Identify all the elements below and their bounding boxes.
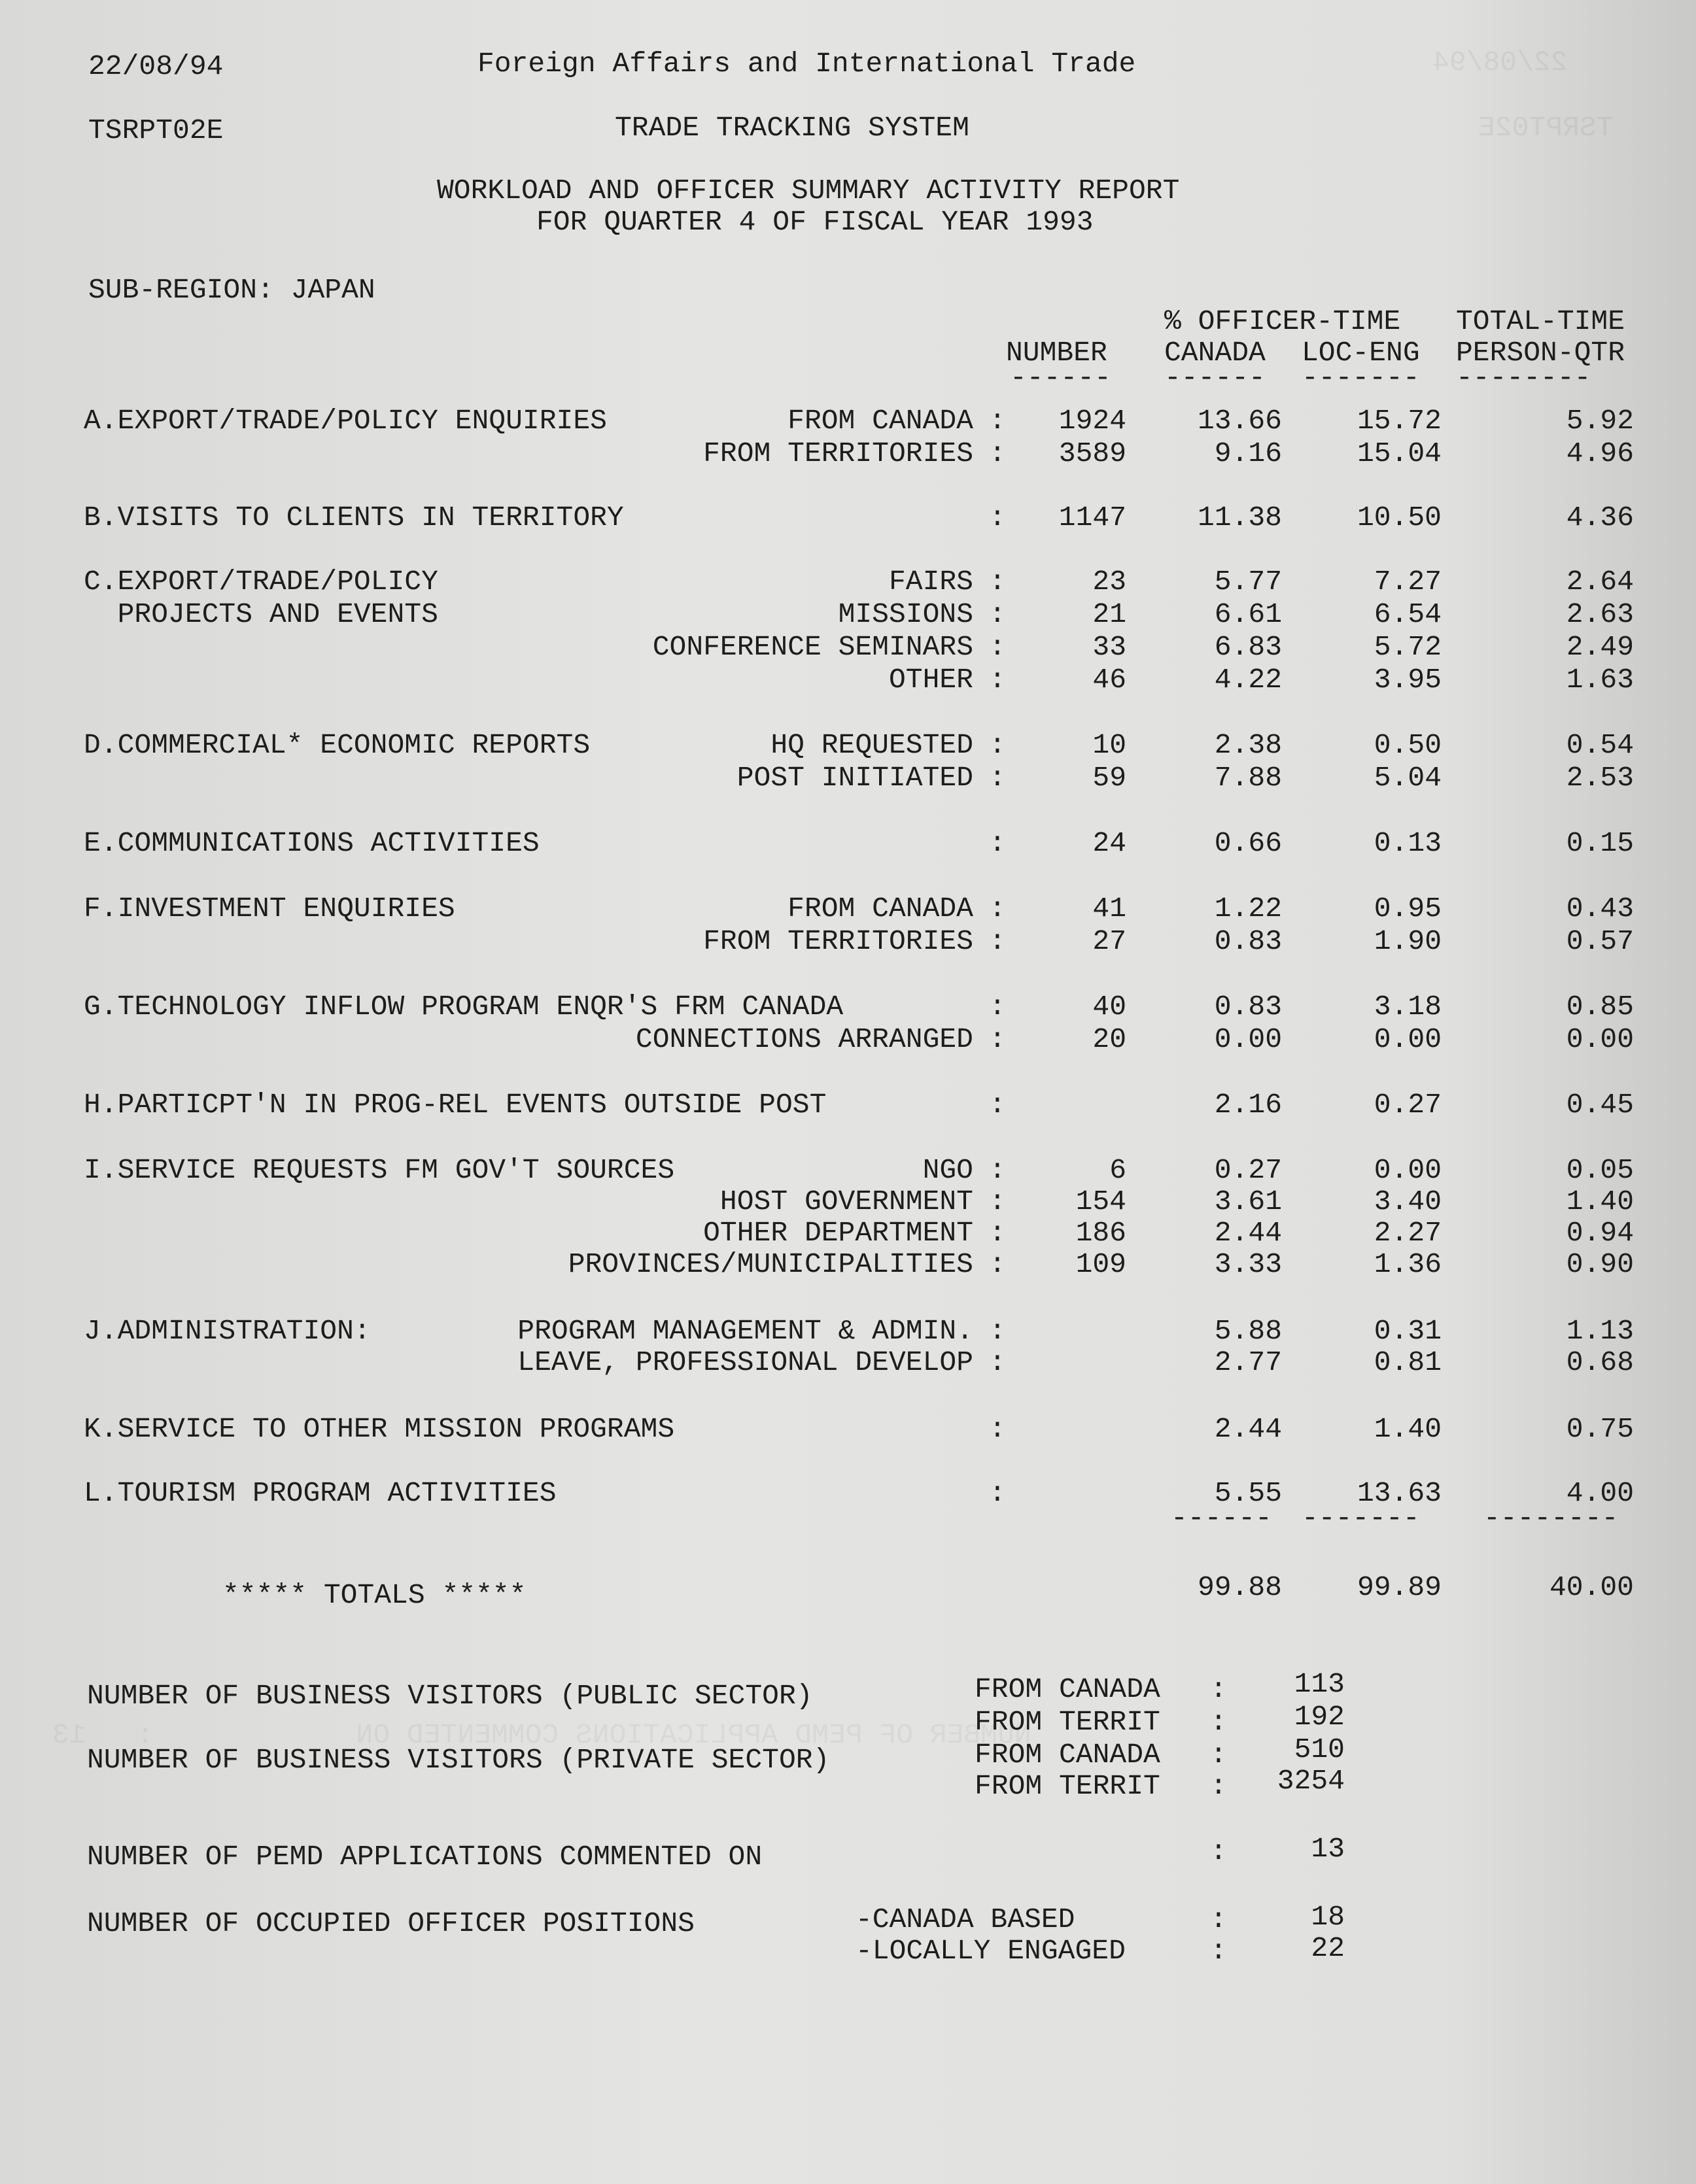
visitors-count: 3254 bbox=[1277, 1765, 1345, 1797]
row-number-value: 23 bbox=[1092, 566, 1126, 598]
pemd-count: 13 bbox=[1311, 1833, 1345, 1865]
row-colon: : bbox=[989, 762, 1006, 794]
row-personqtr-value: 4.96 bbox=[1566, 437, 1634, 469]
row-personqtr-value: 0.43 bbox=[1566, 893, 1634, 925]
row-personqtr-value: 0.94 bbox=[1566, 1217, 1634, 1249]
row-canada-value: 5.55 bbox=[1214, 1477, 1282, 1509]
officer-count: 22 bbox=[1311, 1932, 1345, 1964]
row-category-label: K.SERVICE TO OTHER MISSION PROGRAMS bbox=[84, 1413, 675, 1445]
row-number-value: 154 bbox=[1075, 1186, 1126, 1218]
row-personqtr-value: 0.68 bbox=[1566, 1346, 1634, 1378]
row-colon: : bbox=[989, 729, 1006, 761]
row-number-value: 40 bbox=[1092, 991, 1126, 1023]
row-number-value: 186 bbox=[1075, 1217, 1126, 1249]
visitors-colon: : bbox=[1210, 1673, 1227, 1705]
row-number-value: 27 bbox=[1092, 925, 1126, 957]
row-category-label: D.COMMERCIAL* ECONOMIC REPORTS bbox=[84, 729, 591, 761]
row-subcategory-label: POST INITIATED bbox=[736, 762, 973, 794]
row-loceng-value: 0.50 bbox=[1374, 729, 1442, 761]
row-canada-value: 3.61 bbox=[1214, 1186, 1282, 1218]
report-title-line1: WORKLOAD AND OFFICER SUMMARY ACTIVITY REPORT bbox=[437, 175, 1180, 207]
row-loceng-value: 1.36 bbox=[1374, 1248, 1442, 1280]
row-canada-value: 13.66 bbox=[1197, 405, 1282, 437]
row-loceng-value: 0.13 bbox=[1374, 827, 1442, 859]
personqtr-header-underline: -------- bbox=[1456, 362, 1591, 394]
row-canada-value: 11.38 bbox=[1197, 502, 1282, 534]
row-loceng-value: 3.18 bbox=[1374, 991, 1442, 1023]
row-loceng-value: 5.72 bbox=[1374, 631, 1442, 663]
row-subcategory-label: FROM CANADA bbox=[787, 893, 973, 925]
row-personqtr-value: 0.90 bbox=[1566, 1248, 1634, 1280]
number-header-underline: ------ bbox=[1010, 362, 1111, 394]
row-category-label: G.TECHNOLOGY INFLOW PROGRAM ENQR'S FRM CANADA bbox=[84, 991, 844, 1023]
row-loceng-value: 13.63 bbox=[1357, 1477, 1442, 1509]
row-personqtr-value: 2.49 bbox=[1566, 631, 1634, 663]
row-colon: : bbox=[989, 1023, 1006, 1055]
officer-type-label: -LOCALLY ENGAGED bbox=[856, 1935, 1126, 1967]
row-loceng-value: 3.40 bbox=[1374, 1186, 1442, 1218]
officer-positions-label: NUMBER OF OCCUPIED OFFICER POSITIONS bbox=[87, 1907, 695, 1939]
row-loceng-value: 10.50 bbox=[1357, 502, 1442, 534]
row-category-label: B.VISITS TO CLIENTS IN TERRITORY bbox=[84, 502, 624, 534]
row-loceng-value: 7.27 bbox=[1374, 566, 1442, 598]
number-column-header: NUMBER bbox=[1006, 337, 1107, 369]
row-number-value: 24 bbox=[1092, 827, 1126, 859]
row-subcategory-label: PROVINCES/MUNICIPALITIES bbox=[568, 1248, 973, 1280]
row-number-value: 1924 bbox=[1058, 405, 1126, 437]
row-colon: : bbox=[989, 1089, 1006, 1121]
row-number-value: 3589 bbox=[1058, 437, 1126, 469]
total-time-header: TOTAL-TIME bbox=[1456, 305, 1625, 337]
row-category-label: J.ADMINISTRATION: bbox=[84, 1315, 371, 1347]
row-loceng-value: 0.81 bbox=[1374, 1346, 1442, 1378]
row-number-value: 21 bbox=[1092, 598, 1126, 630]
row-subcategory-label: LEAVE, PROFESSIONAL DEVELOP bbox=[517, 1346, 973, 1378]
personqtr-column-header: PERSON-QTR bbox=[1456, 337, 1625, 369]
row-colon: : bbox=[989, 991, 1006, 1023]
row-number-value: 41 bbox=[1092, 893, 1126, 925]
row-colon: : bbox=[989, 1217, 1006, 1249]
totals-underline-canada: ------ bbox=[1171, 1502, 1272, 1534]
row-subcategory-label: CONFERENCE SEMINARS bbox=[652, 631, 973, 663]
row-loceng-value: 6.54 bbox=[1374, 598, 1442, 630]
row-subcategory-label: PROGRAM MANAGEMENT & ADMIN. bbox=[517, 1315, 973, 1347]
row-loceng-value: 15.04 bbox=[1357, 437, 1442, 469]
row-colon: : bbox=[989, 925, 1006, 957]
officer-count: 18 bbox=[1311, 1901, 1345, 1933]
officer-colon: : bbox=[1210, 1903, 1227, 1936]
totals-label: ***** TOTALS ***** bbox=[222, 1579, 527, 1611]
row-number-value: 1147 bbox=[1058, 502, 1126, 534]
pemd-colon: : bbox=[1210, 1835, 1227, 1868]
row-category-label: H.PARTICPT'N IN PROG-REL EVENTS OUTSIDE POST bbox=[84, 1089, 827, 1121]
visitors-source-label: FROM CANADA bbox=[975, 1673, 1160, 1705]
row-personqtr-value: 0.45 bbox=[1566, 1089, 1634, 1121]
row-canada-value: 2.77 bbox=[1214, 1346, 1282, 1378]
row-colon: : bbox=[989, 502, 1006, 534]
row-loceng-value: 0.95 bbox=[1374, 893, 1442, 925]
row-loceng-value: 1.90 bbox=[1374, 925, 1442, 957]
row-subcategory-label: FROM TERRITORIES bbox=[703, 925, 973, 957]
row-subcategory-label: HOST GOVERNMENT bbox=[719, 1186, 973, 1218]
row-personqtr-value: 2.63 bbox=[1566, 598, 1634, 630]
row-colon: : bbox=[989, 437, 1006, 469]
row-category-label: E.COMMUNICATIONS ACTIVITIES bbox=[84, 827, 540, 859]
row-canada-value: 0.27 bbox=[1214, 1154, 1282, 1186]
row-loceng-value: 15.72 bbox=[1357, 405, 1442, 437]
row-subcategory-label: MISSIONS bbox=[838, 598, 973, 630]
row-personqtr-value: 0.05 bbox=[1566, 1154, 1634, 1186]
row-category-label: L.TOURISM PROGRAM ACTIVITIES bbox=[84, 1477, 557, 1509]
visitors-colon: : bbox=[1210, 1770, 1227, 1802]
row-subcategory-label: HQ REQUESTED bbox=[770, 729, 973, 761]
row-loceng-value: 0.00 bbox=[1374, 1023, 1442, 1055]
loceng-header-underline: ------- bbox=[1302, 362, 1420, 394]
organization-name: Foreign Affairs and International Trade bbox=[477, 48, 1136, 80]
row-colon: : bbox=[989, 631, 1006, 663]
row-colon: : bbox=[989, 827, 1006, 859]
officer-colon: : bbox=[1210, 1935, 1227, 1967]
row-canada-value: 1.22 bbox=[1214, 893, 1282, 925]
row-canada-value: 6.61 bbox=[1214, 598, 1282, 630]
totals-loceng: 99.89 bbox=[1357, 1571, 1442, 1603]
row-canada-value: 2.44 bbox=[1214, 1217, 1282, 1249]
row-loceng-value: 1.40 bbox=[1374, 1413, 1442, 1445]
row-colon: : bbox=[989, 598, 1006, 630]
report-date: 22/08/94 bbox=[88, 50, 224, 82]
row-canada-value: 5.77 bbox=[1214, 566, 1282, 598]
row-personqtr-value: 0.54 bbox=[1566, 729, 1634, 761]
row-canada-value: 2.44 bbox=[1214, 1413, 1282, 1445]
row-colon: : bbox=[989, 1413, 1006, 1445]
row-canada-value: 0.00 bbox=[1214, 1023, 1282, 1055]
row-personqtr-value: 1.63 bbox=[1566, 664, 1634, 696]
row-personqtr-value: 0.00 bbox=[1566, 1023, 1634, 1055]
visitors-colon: : bbox=[1210, 1739, 1227, 1771]
row-subcategory-label: FROM TERRITORIES bbox=[703, 437, 973, 469]
row-colon: : bbox=[989, 1315, 1006, 1347]
loceng-column-header: LOC-ENG bbox=[1302, 337, 1420, 369]
row-colon: : bbox=[989, 1154, 1006, 1186]
row-loceng-value: 5.04 bbox=[1374, 762, 1442, 794]
row-personqtr-value: 0.85 bbox=[1566, 991, 1634, 1023]
bleed-through-block: NUMBER OF PEMD APPLICATIONS COMMENTED ON : 13 bbox=[52, 1719, 1031, 1751]
row-subcategory-label: OTHER bbox=[888, 664, 973, 696]
officer-type-label: -CANADA BASED bbox=[856, 1903, 1075, 1936]
pemd-label: NUMBER OF PEMD APPLICATIONS COMMENTED ON bbox=[87, 1841, 763, 1873]
row-canada-value: 0.66 bbox=[1214, 827, 1282, 859]
row-canada-value: 2.16 bbox=[1214, 1089, 1282, 1121]
pct-officer-time-header: % OFFICER-TIME bbox=[1164, 305, 1401, 337]
visitors-count: 113 bbox=[1294, 1668, 1345, 1700]
row-category-label: F.INVESTMENT ENQUIRIES bbox=[84, 893, 455, 925]
row-personqtr-value: 0.57 bbox=[1566, 925, 1634, 957]
row-canada-value: 9.16 bbox=[1214, 437, 1282, 469]
row-personqtr-value: 2.64 bbox=[1566, 566, 1634, 598]
row-number-value: 109 bbox=[1075, 1248, 1126, 1280]
row-personqtr-value: 4.00 bbox=[1566, 1477, 1634, 1509]
row-loceng-value: 0.00 bbox=[1374, 1154, 1442, 1186]
visitors-count: 192 bbox=[1294, 1701, 1345, 1733]
visitors-source-label: FROM CANADA bbox=[975, 1739, 1160, 1771]
row-loceng-value: 3.95 bbox=[1374, 664, 1442, 696]
row-canada-value: 2.38 bbox=[1214, 729, 1282, 761]
row-number-value: 33 bbox=[1092, 631, 1126, 663]
row-loceng-value: 0.31 bbox=[1374, 1315, 1442, 1347]
row-canada-value: 3.33 bbox=[1214, 1248, 1282, 1280]
row-category-label: C.EXPORT/TRADE/POLICY bbox=[84, 566, 438, 598]
totals-underline-loceng: ------- bbox=[1302, 1502, 1420, 1534]
row-personqtr-value: 5.92 bbox=[1566, 405, 1634, 437]
visitors-colon: : bbox=[1210, 1706, 1227, 1738]
visitors-source-label: FROM TERRIT bbox=[975, 1706, 1160, 1738]
row-number-value: 20 bbox=[1092, 1023, 1126, 1055]
row-colon: : bbox=[989, 566, 1006, 598]
row-canada-value: 7.88 bbox=[1214, 762, 1282, 794]
canada-column-header: CANADA bbox=[1164, 337, 1266, 369]
row-subcategory-label: CONNECTIONS ARRANGED bbox=[635, 1023, 973, 1055]
report-title-line2: FOR QUARTER 4 OF FISCAL YEAR 1993 bbox=[536, 206, 1094, 238]
row-personqtr-value: 1.13 bbox=[1566, 1315, 1634, 1347]
visitors-count: 510 bbox=[1294, 1733, 1345, 1766]
row-personqtr-value: 1.40 bbox=[1566, 1186, 1634, 1218]
row-loceng-value: 0.27 bbox=[1374, 1089, 1442, 1121]
row-canada-value: 0.83 bbox=[1214, 991, 1282, 1023]
row-colon: : bbox=[989, 1248, 1006, 1280]
row-number-value: 59 bbox=[1092, 762, 1126, 794]
row-personqtr-value: 0.15 bbox=[1566, 827, 1634, 859]
row-subcategory-label: FAIRS bbox=[888, 566, 973, 598]
row-category-label: PROJECTS AND EVENTS bbox=[84, 598, 438, 630]
business-visitors-label: NUMBER OF BUSINESS VISITORS (PUBLIC SECTOR) bbox=[87, 1680, 813, 1712]
row-subcategory-label: NGO bbox=[922, 1154, 973, 1186]
subregion-label: SUB-REGION: JAPAN bbox=[88, 274, 375, 306]
row-colon: : bbox=[989, 1346, 1006, 1378]
row-category-label: I.SERVICE REQUESTS FM GOV'T SOURCES bbox=[84, 1154, 675, 1186]
row-canada-value: 5.88 bbox=[1214, 1315, 1282, 1347]
row-number-value: 10 bbox=[1092, 729, 1126, 761]
row-colon: : bbox=[989, 664, 1006, 696]
visitors-source-label: FROM TERRIT bbox=[975, 1770, 1160, 1802]
business-visitors-label: NUMBER OF BUSINESS VISITORS (PRIVATE SECTOR) bbox=[87, 1744, 830, 1776]
bleed-through-date: 22/08/94 bbox=[1432, 46, 1568, 78]
row-personqtr-value: 2.53 bbox=[1566, 762, 1634, 794]
row-subcategory-label: FROM CANADA bbox=[787, 405, 973, 437]
row-colon: : bbox=[989, 405, 1006, 437]
row-category-label: A.EXPORT/TRADE/POLICY ENQUIRIES bbox=[84, 405, 607, 437]
row-subcategory-label: OTHER DEPARTMENT bbox=[703, 1217, 973, 1249]
row-colon: : bbox=[989, 1477, 1006, 1509]
row-personqtr-value: 4.36 bbox=[1566, 502, 1634, 534]
row-loceng-value: 2.27 bbox=[1374, 1217, 1442, 1249]
row-canada-value: 4.22 bbox=[1214, 664, 1282, 696]
bleed-through-code: TSRPT02E bbox=[1478, 112, 1614, 144]
system-name: TRADE TRACKING SYSTEM bbox=[615, 112, 969, 144]
row-number-value: 46 bbox=[1092, 664, 1126, 696]
row-number-value: 6 bbox=[1109, 1154, 1126, 1186]
totals-personqtr: 40.00 bbox=[1549, 1571, 1634, 1603]
totals-canada: 99.88 bbox=[1197, 1571, 1282, 1603]
row-canada-value: 0.83 bbox=[1214, 925, 1282, 957]
row-colon: : bbox=[989, 893, 1006, 925]
canada-header-underline: ------ bbox=[1164, 362, 1266, 394]
totals-underline-personqtr: -------- bbox=[1483, 1502, 1619, 1534]
row-personqtr-value: 0.75 bbox=[1566, 1413, 1634, 1445]
row-canada-value: 6.83 bbox=[1214, 631, 1282, 663]
report-code: TSRPT02E bbox=[88, 114, 224, 146]
row-colon: : bbox=[989, 1186, 1006, 1218]
